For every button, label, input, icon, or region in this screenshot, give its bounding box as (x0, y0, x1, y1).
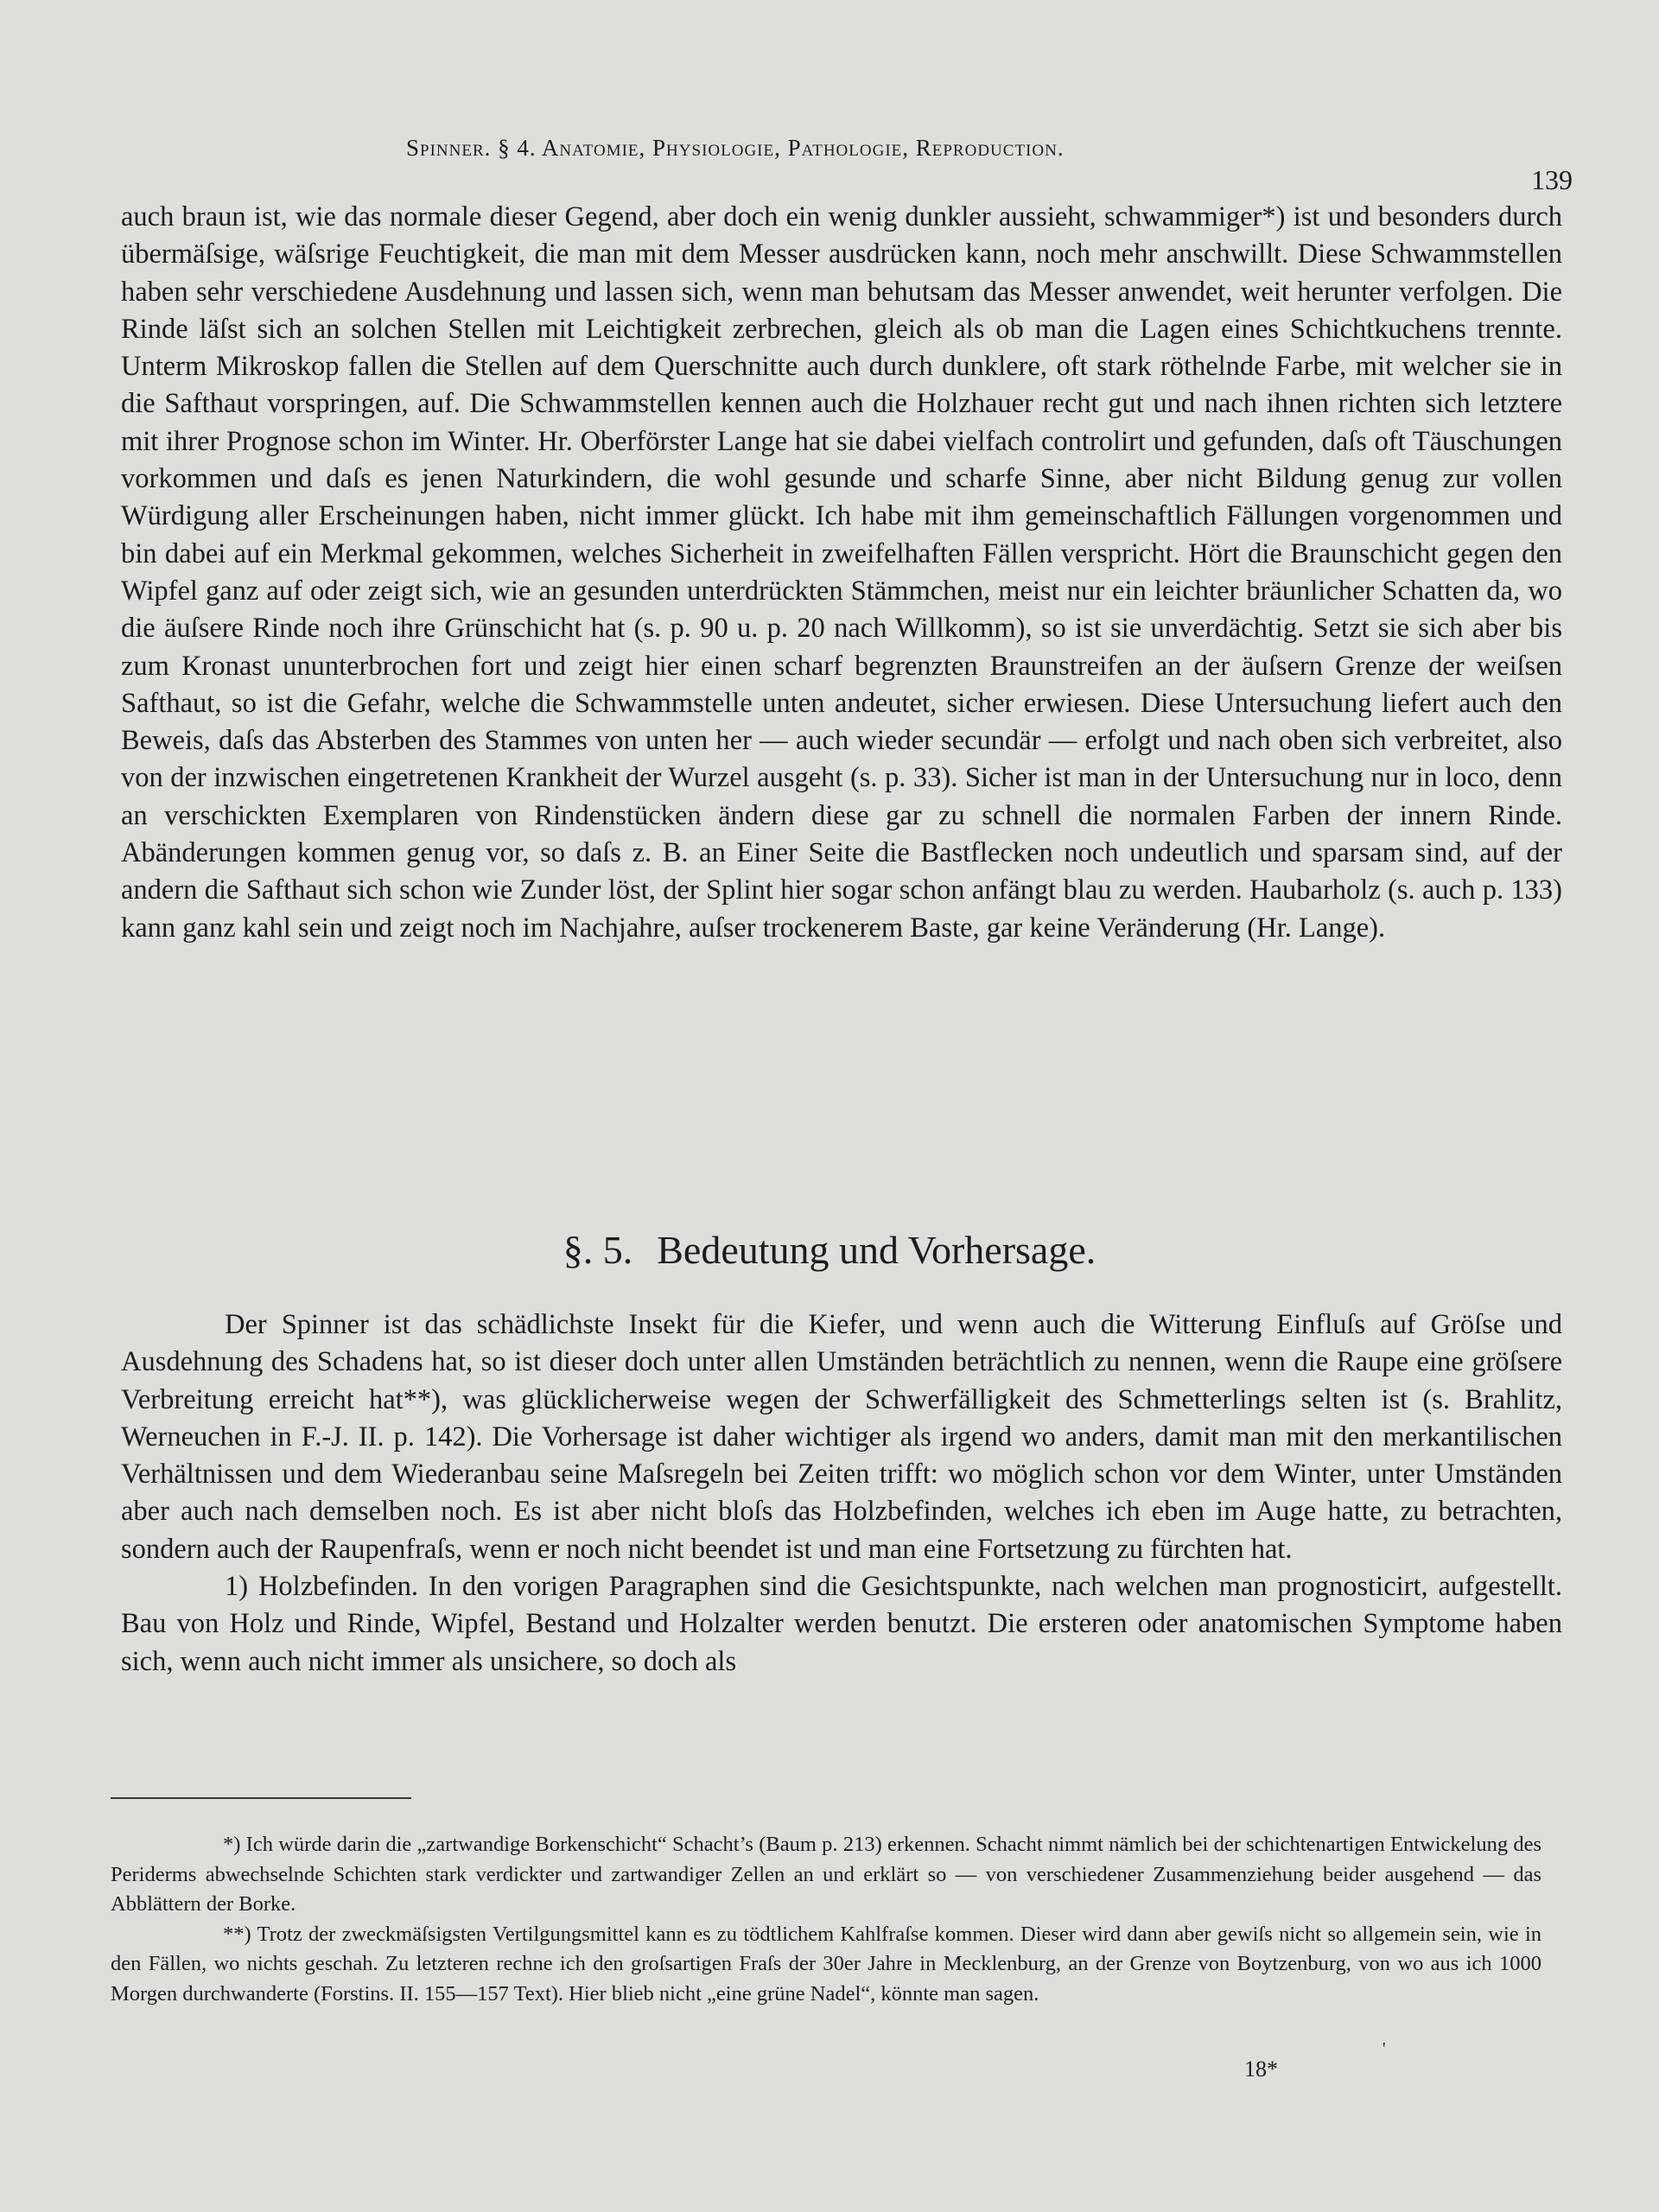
section-title: Bedeutung und Vorhersage. (657, 1228, 1096, 1272)
section-heading (0, 1227, 1659, 1273)
section-body (121, 1306, 1562, 1681)
signature-mark: 18* (1244, 2056, 1278, 2082)
footnote: *) Ich würde darin die „zartwandige Borkenschicht“ Schacht’s (Baum p. 213) erkennen. Schacht nimmt nämlich bei der schichtenartigen Entwickelung des Periderms abwechselnde Schichten stark verdickter und zartwandiger Zellen an und erklärt so — von verschiedener Zusammenziehung beider ausgehend — das Abblättern der Borke. (111, 1833, 1541, 1916)
footnote: **) Trotz der zweckmäſsigsten Vertilgungsmittel kann es zu tödtlichem Kahlfraſse kommen. Dieser wird dann aber gewiſs nicht so allgemein sein, wie in den Fällen, wo nichts geschah. Zu letzteren rechne ich den groſsartigen Fraſs der 30er Jahre in Mecklenburg, an der Grenze von Boytzenburg, von wo aus ich 1000 Morgen durchwanderte (Forstins. II. 155—157 Text). Hier blieb nicht „eine grüne Nadel“, könnte man sagen. (111, 1922, 1541, 2005)
section-paragraph: 1) Holzbefinden. In den vorigen Paragraphen sind die Gesichtspunkte, nach welchen man prognosticirt, aufgestellt. Bau von Holz und Rinde, Wipfel, Bestand und Holzalter werden benutzt. Die ersteren oder anatomischen Symptome haben sich, wenn auch nicht immer als unsichere, so doch als (121, 1571, 1562, 1677)
print-speck: ' (1382, 2039, 1386, 2058)
section-number: §. 5. (563, 1228, 633, 1272)
footnotes (111, 1830, 1541, 2009)
continued-paragraph: auch braun ist, wie das normale dieser Gegend, aber doch ein wenig dunkler aussieht, schwammiger*) ist und besonders durch übermäſsige, wäſsrige Feuchtigkeit, die man mit dem Messer ausdrücken kann, noch mehr anschwillt. Diese Schwammstellen haben sehr verschiedene Ausdehnung und lassen sich, wenn man behutsam das Messer anwendet, weit herunter verfolgen. Die Rinde läſst sich an solchen Stellen mit Leichtigkeit zerbrechen, gleich als ob man die Lagen eines Schichtkuchens trennte. Unterm Mikroskop fallen die Stellen auf dem Querschnitte auch durch dunklere, oft stark röthelnde Farbe, mit welcher sie in die Safthaut vorspringen, auf. Die Schwammstellen kennen auch die Holzhauer recht gut und nach ihnen richten sich letztere mit ihrer Prognose schon im Winter. Hr. Oberförster Lange hat sie dabei vielfach controlirt und gefunden, daſs oft Täuschungen vorkommen und daſs es jenen Naturkindern, die wohl gesunde und scharfe Sinne, aber nicht Bildung genug zur vollen Würdigung aller Erscheinungen haben, nicht immer glückt. Ich habe mit ihm gemeinschaftlich Fällungen vorgenommen und bin dabei auf ein Merkmal gekommen, welches Sicherheit in zweifelhaften Fällen verspricht. Hört die Braunschicht gegen den Wipfel ganz auf oder zeigt sich, wie an gesunden unterdrückten Stämmchen, meist nur ein leichter bräunlicher Schatten da, wo die äuſsere Rinde noch ihre Grünschicht hat (s. p. 90 u. p. 20 nach Willkomm), so ist sie unverdächtig. Setzt sie sich aber bis zum Kronast ununterbrochen fort und zeigt hier einen scharf begrenzten Braunstreifen an der äuſsern Grenze der weiſsen Safthaut, so ist die Gefahr, welche die Schwammstelle unten andeutet, sicher erwiesen. Diese Untersuchung liefert auch den Beweis, daſs das Absterben des Stammes von unten her — auch wieder secundär — erfolgt und nach oben sich verbreitet, also von der inzwischen eingetretenen Krankheit der Wurzel ausgeht (s. p. 33). Sicher ist man in der Untersuchung nur in loco, denn an verschickten Exemplaren von Rindenstücken ändern diese gar zu schnell die normalen Farben der innern Rinde. Abänderungen kommen genug vor, so daſs z. B. an Einer Seite die Bastflecken noch undeutlich und sparsam sind, auf der andern die Safthaut sich schon wie Zunder löst, der Splint hier sogar schon anfängt blau zu werden. Haubarholz (s. auch p. 133) kann ganz kahl sein und zeigt noch im Nachjahre, auſser trockenerem Baste, gar keine Veränderung (Hr. Lange). (121, 201, 1562, 944)
running-head: Spinner. § 4. Anatomie, Physiologie, Pathologie, Reproduction. (406, 135, 1065, 161)
page-header (121, 130, 1573, 195)
footnote-divider (111, 1797, 411, 1799)
section-paragraph: Der Spinner ist das schädlichste Insekt für die Kiefer, und wenn auch die Witterung Einfluſs auf Gröſse und Ausdehnung des Schadens hat, so ist dieser doch unter allen Umständen beträchtlich zu nennen, wenn die Raupe eine gröſsere Verbreitung erreicht hat**), was glücklicherweise wegen der Schwerfälligkeit des Schmetterlings selten ist (s. Brahlitz, Werneuchen in F.-J. II. p. 142). Die Vorhersage ist daher wichtiger als irgend wo anders, damit man mit den merkantilischen Verhältnissen und dem Wiederanbau seine Maſsregeln bei Zeiten trifft: wo möglich schon vor dem Winter, unter Umständen aber auch nach demselben noch. Es ist aber nicht bloſs das Holzbefinden, welches ich eben im Auge hatte, zu betrachten, sondern auch der Raupenfraſs, wenn er noch nicht beendet ist und man eine Fortsetzung zu fürchten hat. (121, 1309, 1562, 1565)
page-number: 139 (1531, 164, 1573, 195)
